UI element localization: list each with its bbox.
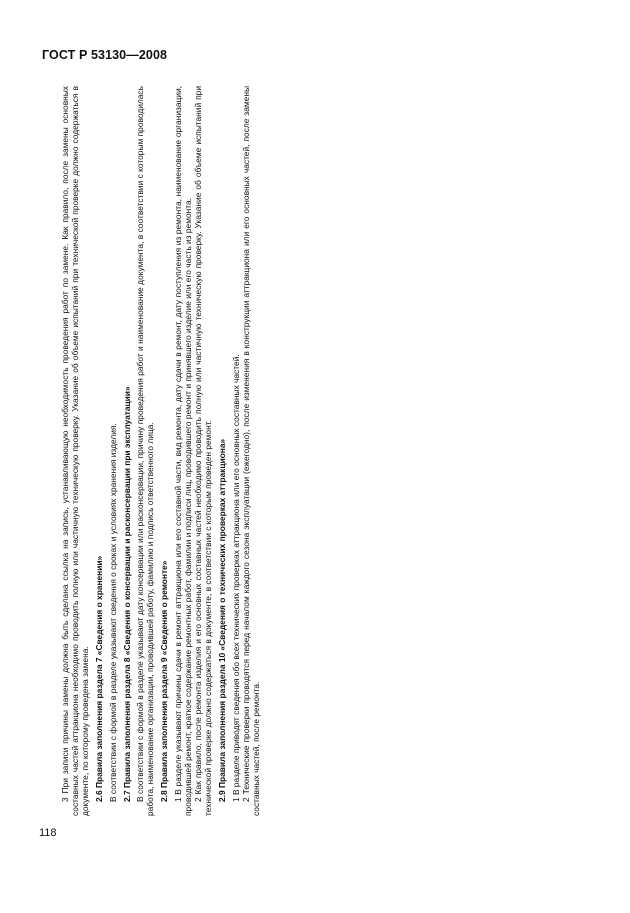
page-number: 118 (39, 827, 57, 839)
paragraph-checks-2: 2 Технические проверки проводятся перед началом каждого сезона эксплуатации (ежегодно), после изменения в конструкции аттракциона или его основных частей, после замены составных частей, после ремонта. (241, 86, 262, 816)
paragraph-repair-1: 1 В разделе указывают причины сдачи в ремонт аттракциона или его составной части, вид ремонта, дату сдачи в ремонт, дату поступления из ремонта, наименование организации, проводившей ремонт, краткое содержание ремонтных работ, фамилии и подписи лиц, проводившего ремонт и принявшего изделие или его часть из ремонта. (172, 86, 194, 816)
paragraph-repair-2: 2 Как правило, после ремонта изделия и его основных составных частей необходимо проводить полную или частичную техническую проверку. Указание об объеме испытаний при технической проверке должно содержаться в документе, в соответствии с которым проведен ремонт. (193, 86, 214, 816)
rotated-content (60, 86, 262, 816)
document-header: ГОСТ Р 53130—2008 (42, 48, 168, 62)
page-body (60, 86, 322, 816)
heading-section-2-6: 2.6 Правила заполнения раздела 7 «Сведения о хранении» (94, 555, 105, 802)
paragraph-checks-1: 1 В разделе приводят сведения обо всех технических проверках аттракциона или его основных составных частей. (230, 354, 241, 802)
paragraph-conservation: В соответствии с формой в разделе указывают дату консервации или расконсервации, причину проведения работ и наименование документа, в соответствии с которым проводилась работа, наименование организации, проводившей работу, фамилию и подпись ответственного лица. (135, 86, 156, 816)
paragraph-storage: В соответствии с формой в разделе указывают сведения о сроках и условиях хранения изделия. (107, 423, 118, 802)
paragraph-replacement-note: 3 При записи причины замены должна быть сделана ссылка на запись, устанавливающую необходимость проведения работ по замене. Как правило, после замены основных составных частей аттракциона необходимо проводить полную или частичную техническую проверку. Указание об объеме испытаний при технической проверке должно содержаться в документе, по которому проведена замена. (60, 86, 91, 816)
heading-section-2-7: 2.7 Правила заполнения раздела 8 «Сведения о консервации и расконсервации при эксплуатации» (121, 386, 132, 802)
heading-section-2-8: 2.8 Правила заполнения раздела 9 «Сведения о ремонте» (159, 560, 170, 802)
heading-section-2-9: 2.9 Правила заполнения раздела 10 «Сведения о технических проверках аттракциона» (217, 438, 228, 802)
